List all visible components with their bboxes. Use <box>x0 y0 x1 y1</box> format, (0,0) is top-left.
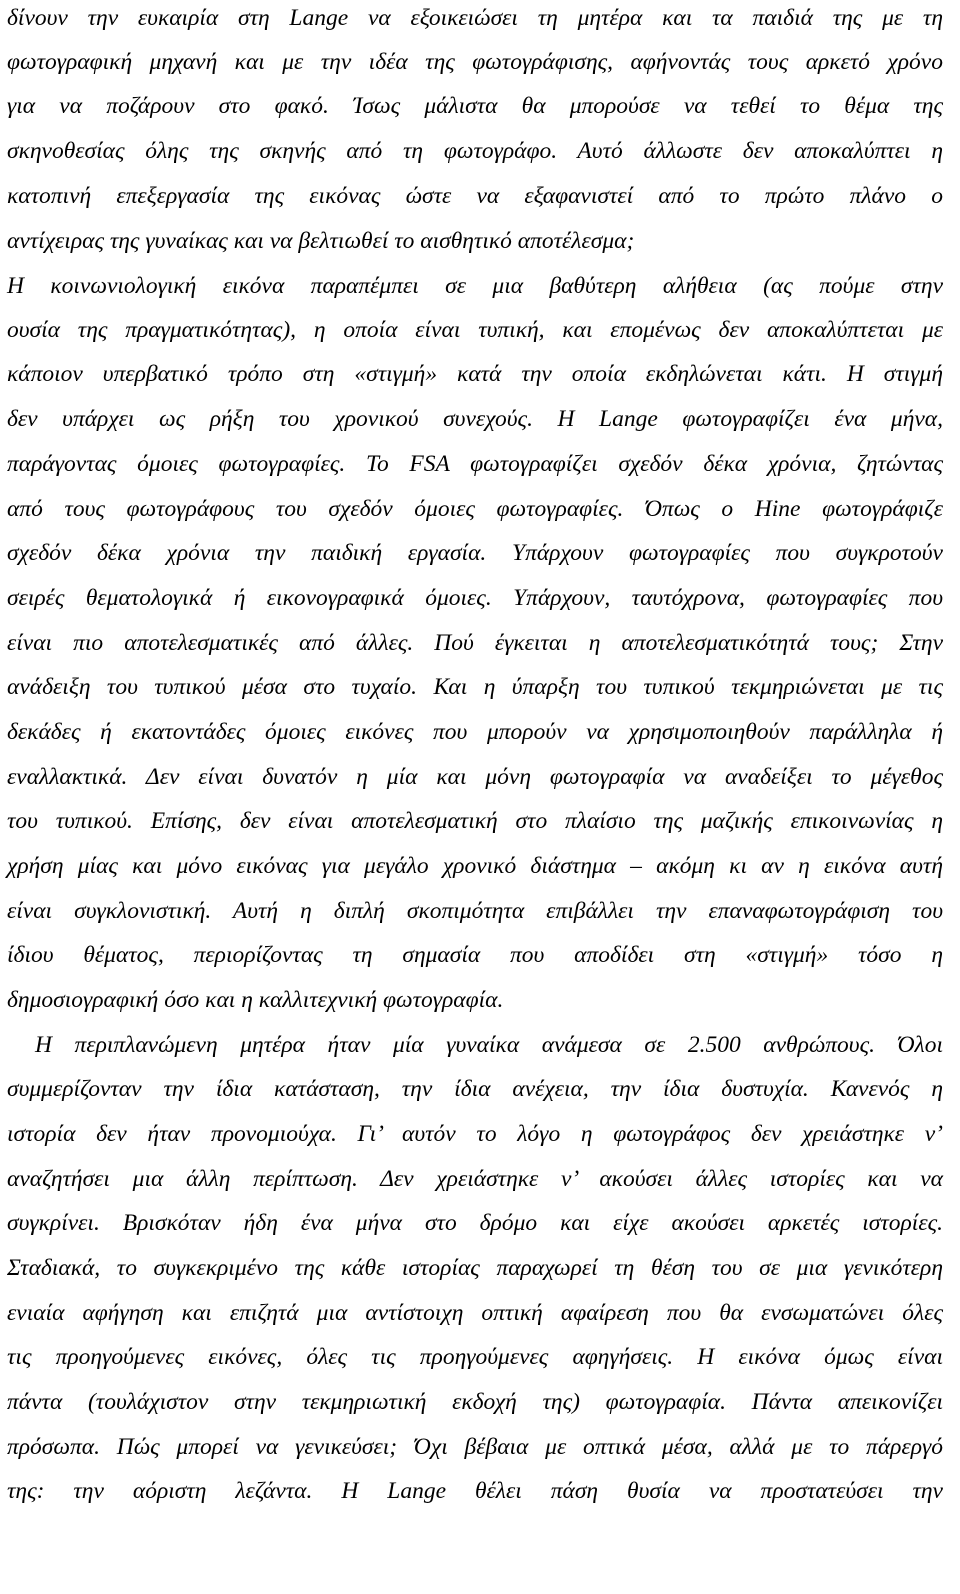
text-line: δίνουν την ευκαιρία στη Lange να εξοικειώσει τη μητέρα και τα παιδιά της με τη <box>7 5 943 31</box>
text-line: Σταδιακά, το συγκεκριμένο της κάθε ιστορίας παραχωρεί τη θέση του σε μια γενικότερη <box>7 1255 943 1281</box>
text-line: από τους φωτογράφους του σχεδόν όμοιες φωτογραφίες. Όπως ο Hine φωτογράφιζε <box>7 496 943 522</box>
text-line: είναι συγκλονιστική. Αυτή η διπλή σκοπιμότητα επιβάλλει την επαναφωτογράφιση του <box>7 898 943 924</box>
text-line: συμμερίζονταν την ίδια κατάσταση, την ίδια ανέχεια, την ίδια δυστυχία. Κανενός η <box>7 1076 943 1102</box>
text-line: της: την αόριστη λεζάντα. Η Lange θέλει πάση θυσία να προστατεύσει την <box>7 1478 943 1504</box>
text-line: για να ποζάρουν στο φακό. Ίσως μάλιστα θα μπορούσε να τεθεί το θέμα της <box>7 93 943 119</box>
text-line: δημοσιογραφική όσο και η καλλιτεχνική φωτογραφία. <box>7 987 504 1013</box>
text-line: του τυπικού. Επίσης, δεν είναι αποτελεσματική στο πλαίσιο της μαζικής επικοινωνίας η <box>7 808 943 834</box>
text-line: αντίχειρας της γυναίκας και να βελτιωθεί το αισθητικό αποτέλεσμα; <box>7 228 635 254</box>
text-line: φωτογραφική μηχανή και με την ιδέα της φωτογράφισης, αφήνοντάς τους αρκετό χρόνο <box>7 49 943 75</box>
text-line: είναι πιο αποτελεσματικές από άλλες. Πού έγκειται η αποτελεσματικότητά τους; Στην <box>7 630 943 656</box>
text-line: Η περιπλανώμενη μητέρα ήταν μία γυναίκα ανάμεσα σε 2.500 ανθρώπους. Όλοι <box>35 1032 943 1058</box>
text-line: σχεδόν δέκα χρόνια την παιδική εργασία. Υπάρχουν φωτογραφίες που συγκροτούν <box>7 540 943 566</box>
text-line: συγκρίνει. Βρισκόταν ήδη ένα μήνα στο δρόμο και είχε ακούσει αρκετές ιστορίες. <box>7 1210 943 1236</box>
text-line: χρήση μίας και μόνο εικόνας για μεγάλο χρονικό διάστημα – ακόμη κι αν η εικόνα αυτή <box>7 853 943 879</box>
text-line: αναζητήσει μια άλλη περίπτωση. Δεν χρειάστηκε ν’ ακούσει άλλες ιστορίες και να <box>7 1166 943 1192</box>
text-line: ιστορία δεν ήταν προνομιούχα. Γι’ αυτόν το λόγο η φωτογράφος δεν χρειάστηκε ν’ <box>7 1121 943 1147</box>
text-line: ανάδειξη του τυπικού μέσα στο τυχαίο. Και η ύπαρξη του τυπικού τεκμηριώνεται με τις <box>7 674 943 700</box>
text-line: κατοπινή επεξεργασία της εικόνας ώστε να εξαφανιστεί από το πρώτο πλάνο ο <box>7 183 943 209</box>
text-line: τις προηγούμενες εικόνες, όλες τις προηγούμενες αφηγήσεις. Η εικόνα όμως είναι <box>7 1344 943 1370</box>
text-line: σκηνοθεσίας όλης της σκηνής από τη φωτογράφο. Αυτό άλλωστε δεν αποκαλύπτει η <box>7 138 943 164</box>
text-line: παράγοντας όμοιες φωτογραφίες. Το FSA φωτογραφίζει σχεδόν δέκα χρόνια, ζητώντας <box>7 451 943 477</box>
text-line: δεν υπάρχει ως ρήξη του χρονικού συνεχούς. Η Lange φωτογραφίζει ένα μήνα, <box>7 406 943 432</box>
text-line: σειρές θεματολογικά ή εικονογραφικά όμοιες. Υπάρχουν, ταυτόχρονα, φωτογραφίες που <box>7 585 943 611</box>
text-line: Η κοινωνιολογική εικόνα παραπέμπει σε μια βαθύτερη αλήθεια (ας πούμε στην <box>7 273 943 299</box>
text-line: ενιαία αφήγηση και επιζητά μια αντίστοιχη οπτική αφαίρεση που θα ενσωματώνει όλες <box>7 1300 943 1326</box>
text-line: κάποιον υπερβατικό τρόπο στη «στιγμή» κατά την οποία εκδηλώνεται κάτι. Η στιγμή <box>7 361 943 387</box>
text-line: πάντα (τουλάχιστον στην τεκμηριωτική εκδοχή της) φωτογραφία. Πάντα απεικονίζει <box>7 1389 943 1415</box>
text-line: δεκάδες ή εκατοντάδες όμοιες εικόνες που μπορούν να χρησιμοποιηθούν παράλληλα ή <box>7 719 943 745</box>
text-line: ίδιου θέματος, περιορίζοντας τη σημασία που αποδίδει στη «στιγμή» τόσο η <box>7 942 943 968</box>
text-line: ουσία της πραγματικότητας), η οποία είναι τυπική, και επομένως δεν αποκαλύπτεται με <box>7 317 943 343</box>
text-line: πρόσωπα. Πώς μπορεί να γενικεύσει; Όχι βέβαια με οπτικά μέσα, αλλά με το πάρεργό <box>7 1434 943 1460</box>
text-line: εναλλακτικά. Δεν είναι δυνατόν η μία και μόνη φωτογραφία να αναδείξει το μέγεθος <box>7 764 943 790</box>
